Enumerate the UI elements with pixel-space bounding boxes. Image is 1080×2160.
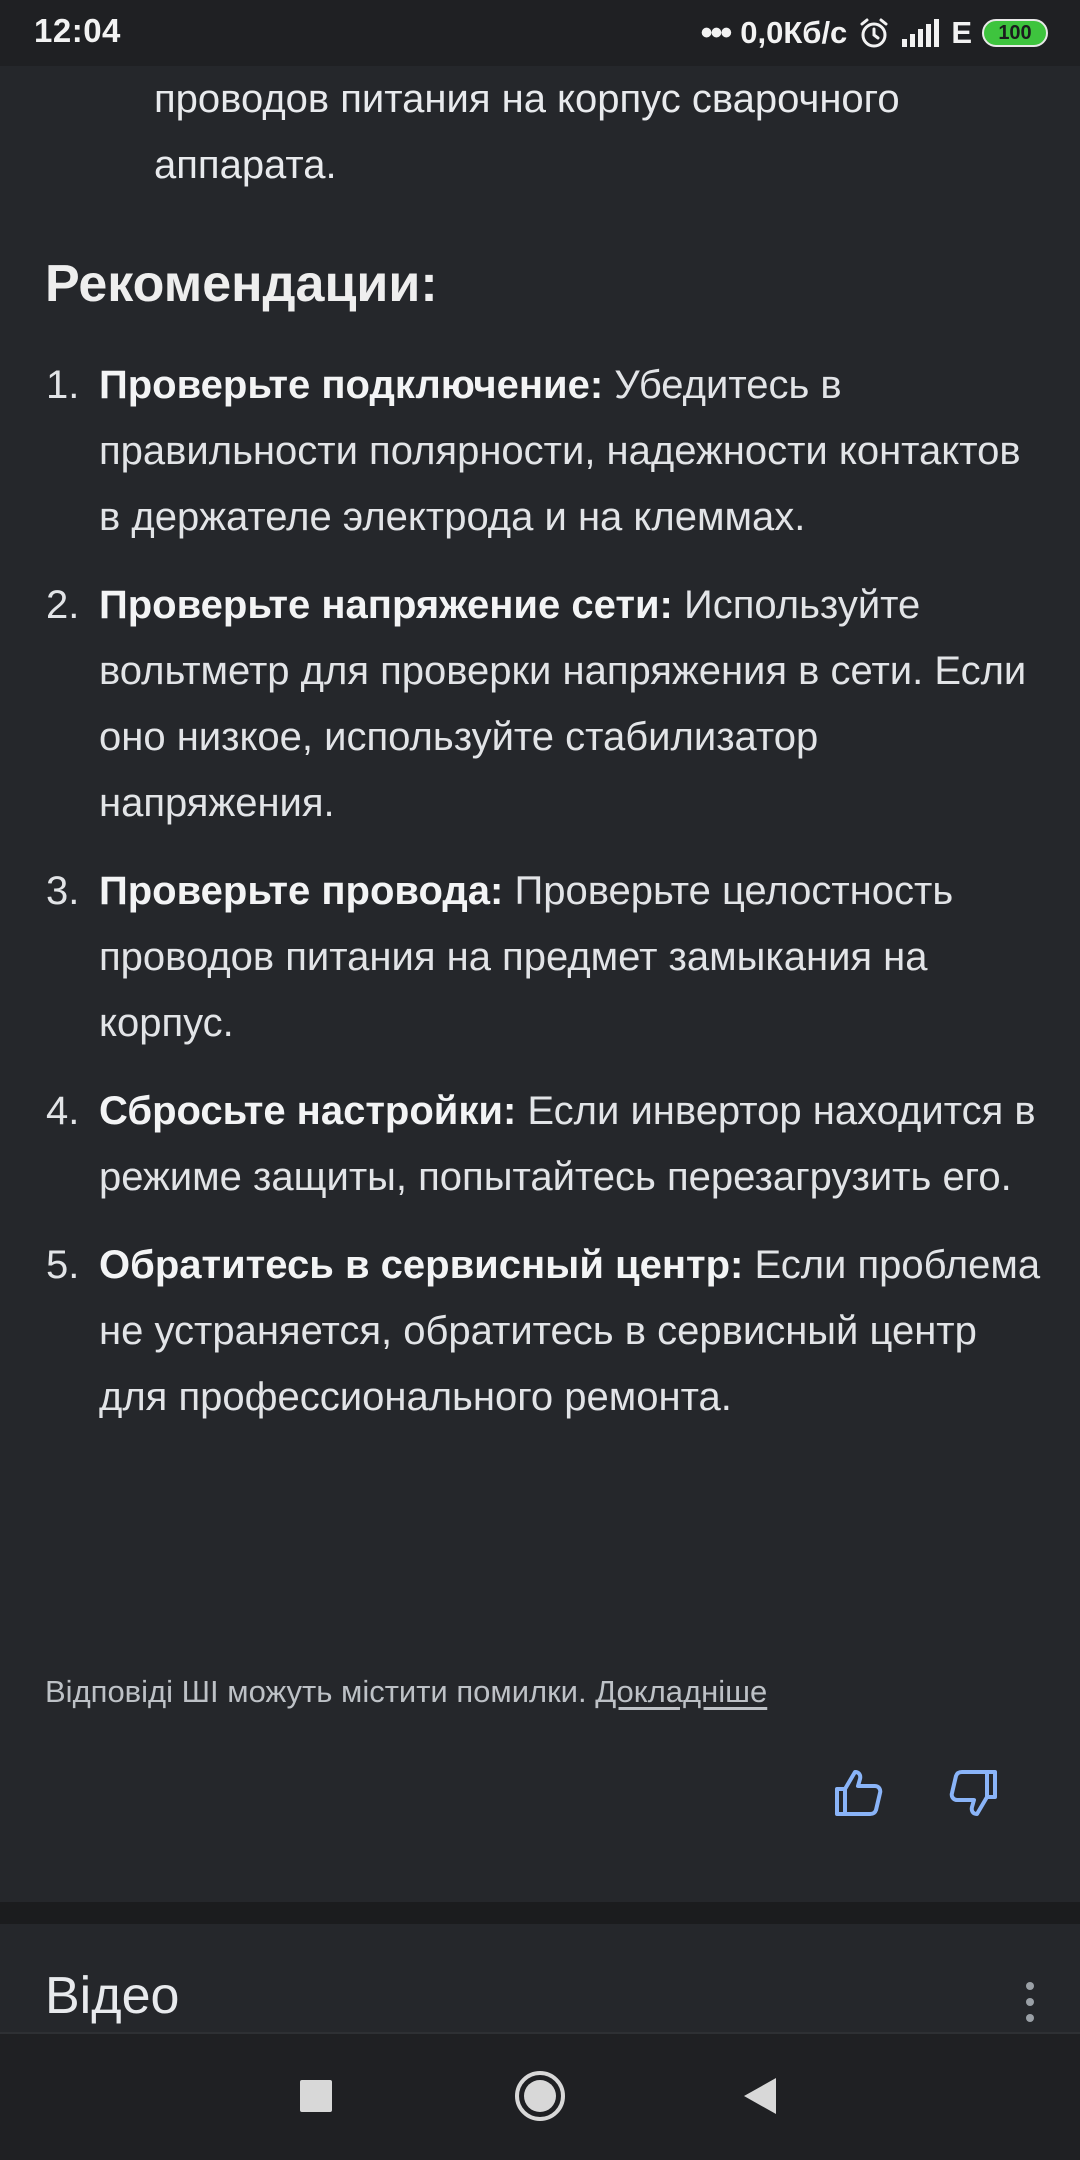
- recommendations-heading: Рекомендации:: [45, 255, 438, 313]
- triangle-back-icon: [742, 2076, 778, 2121]
- video-section-title: Відео: [45, 1967, 180, 2025]
- thumbs-up-button[interactable]: [826, 1762, 892, 1828]
- ai-answer-card: [0, 66, 1080, 1902]
- signal-icon: [901, 19, 941, 47]
- menu-dot: [1026, 2014, 1034, 2022]
- notification-dots: •••: [700, 13, 731, 52]
- list-number: 5.: [46, 1243, 80, 1287]
- ai-disclaimer: [45, 1674, 767, 1710]
- thumbs-down-button[interactable]: [940, 1762, 1006, 1828]
- list-number: 4.: [46, 1089, 80, 1133]
- list-item-text: Проверьте целостность проводов питания на предмет замыкания на корпус.: [99, 869, 954, 1045]
- home-button[interactable]: [510, 2068, 570, 2128]
- status-time: 12:04: [34, 12, 121, 49]
- list-item-text: Убедитесь в правильности полярности, надежности контактов в держателе электрода и на клеммах.: [99, 363, 1021, 539]
- thumbs-down-icon: [947, 1767, 999, 1824]
- list-item: [0, 1078, 1080, 1210]
- list-item-title: Обратитесь в сервисный центр:: [99, 1243, 744, 1287]
- recents-button[interactable]: [286, 2068, 346, 2128]
- list-item-text: Если инвертор находится в режиме защиты, попытайтесь перезагрузить его.: [99, 1089, 1036, 1199]
- menu-dot: [1026, 1982, 1034, 1990]
- square-icon: [299, 2079, 333, 2118]
- video-section: [0, 1924, 1080, 2032]
- network-speed: 0,0Кб/с: [740, 15, 848, 50]
- status-bar: [0, 0, 1080, 66]
- list-item: [0, 352, 1080, 550]
- status-indicators: [701, 10, 1048, 56]
- circle-icon: [513, 2069, 567, 2128]
- battery-icon: 100: [982, 19, 1048, 47]
- list-item-text: Если проблема не устраняется, обратитесь в сервисный центр для профессионального ремонта.: [99, 1243, 1041, 1419]
- list-item-title: Сбросьте настройки:: [99, 1089, 517, 1133]
- disclaimer-text: Відповіді ШІ можуть містити помилки.: [45, 1674, 596, 1709]
- more-options-icon[interactable]: [1020, 1982, 1040, 2022]
- network-type: E: [951, 15, 972, 50]
- alarm-icon: [857, 16, 891, 50]
- system-nav-bar: [0, 2032, 1080, 2160]
- list-number: 2.: [46, 583, 80, 627]
- list-number: 1.: [46, 363, 80, 407]
- list-item: [0, 572, 1080, 836]
- list-item-title: Проверьте подключение:: [99, 363, 604, 407]
- continued-paragraph: проводов питания на корпус сварочного аппарата.: [154, 77, 900, 187]
- thumbs-up-icon: [833, 1767, 885, 1824]
- recommendations-list: [0, 352, 1080, 1452]
- menu-dot: [1026, 1998, 1034, 2006]
- list-item-text: Используйте вольтметр для проверки напряжения в сети. Если оно низкое, используйте стабилизатор напряжения.: [99, 583, 1027, 825]
- back-button[interactable]: [730, 2068, 790, 2128]
- list-item-title: Проверьте напряжение сети:: [99, 583, 673, 627]
- list-item-title: Проверьте провода:: [99, 869, 504, 913]
- list-item: [0, 1232, 1080, 1430]
- list-item: [0, 858, 1080, 1056]
- learn-more-link[interactable]: Докладніше: [595, 1674, 768, 1709]
- list-number: 3.: [46, 869, 80, 913]
